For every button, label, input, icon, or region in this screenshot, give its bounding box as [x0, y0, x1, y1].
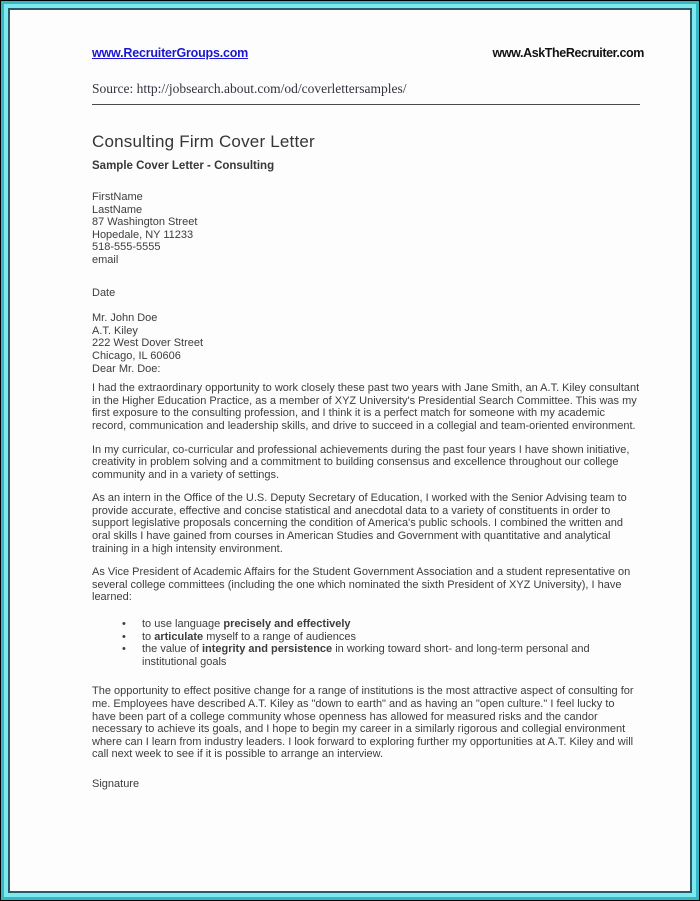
bullet-text: to articulate myself to a range of audiences	[142, 630, 357, 643]
bullet-icon: •	[122, 630, 126, 643]
document-page	[10, 10, 690, 891]
recipient-name: Mr. John Doe	[92, 312, 158, 325]
sender-city-state-zip: Hopedale, NY 11233	[92, 228, 194, 241]
border-band-light-cyan	[4, 4, 696, 897]
source-line: Source: http://jobsearch.about.com/od/coverlettersamples/	[92, 81, 407, 96]
page-subtitle: Sample Cover Letter - Consulting	[92, 160, 275, 172]
bullet-text: the value of integrity and persistence in working toward short- and long-term personal and institutional goals	[142, 643, 590, 668]
sender-first-name: FirstName	[92, 191, 143, 203]
bullet-item	[92, 631, 632, 644]
ask-the-recruiter-label: www.AskTheRecruiter.com	[492, 46, 644, 60]
bullet-text: to use language precisely and effectively	[142, 618, 351, 631]
date-label: Date	[92, 286, 116, 299]
bullet-list	[92, 618, 632, 668]
sender-last-name: LastName	[92, 203, 143, 216]
recipient-address-block	[92, 312, 640, 375]
sender-street: 87 Washington Street	[92, 216, 198, 229]
bullet-item	[92, 643, 632, 668]
sender-phone: 518-555-5555	[92, 241, 161, 254]
recruiter-groups-link[interactable]: www.RecruiterGroups.com	[92, 46, 249, 60]
closing-paragraph: The opportunity to effect positive change for a range of institutions is the most attractive aspect of consulting for me. Employees have described A.T. Kiley as "down to earth" and as having an "open culture." I feel lucky to have been part of a college community whose openness has allowed for measured risks and the candor necessary to achieve its goals, and I hope to begin my career in a similarly rigorous and collegial environment where can I learn from industry leaders. I look forward to exploring further my opportunities at A.T. Kiley and will call next week to see if it is possible to arrange an interview.	[92, 685, 634, 761]
recipient-street: 222 West Dover Street	[92, 337, 204, 350]
recipient-city-state-zip: Chicago, IL 60606	[92, 349, 181, 362]
border-band-dark	[8, 8, 692, 893]
sender-address-block	[92, 191, 640, 267]
divider-line	[92, 104, 640, 105]
sender-email: email	[92, 253, 119, 266]
bullet-icon: •	[122, 643, 126, 656]
paragraph-1: I had the extraordinary opportunity to work closely these past two years with Jane Smith, an A.T. Kiley consultant in the Higher Education Practice, as a member of XYZ University's Presidential Search Committee. This was my first exposure to the consulting profession, and I think it is a perfect match for someone with my academic record, communication and leadership skills, and drive to succeed in a collegial and team-oriented environment.	[92, 382, 640, 432]
paragraph-3: As an intern in the Office of the U.S. Deputy Secretary of Education, I worked with the Senior Advising team to provide accurate, effective and concise statistical and anecdotal data to a variety of constituents in order to support legislative proposals concerning the condition of America's public schools. I combined the written and oral skills I have gained from courses in American Studies and Government with quantitative and analytical training in a high intensity environment.	[92, 492, 627, 555]
salutation: Dear Mr. Doe:	[92, 362, 161, 375]
signature-label: Signature	[92, 777, 140, 790]
border-band-teal	[1, 1, 699, 900]
bullet-icon: •	[122, 618, 126, 631]
document-header	[92, 46, 644, 60]
recipient-company: A.T. Kiley	[92, 324, 138, 337]
paragraph-4: As Vice President of Academic Affairs for the Student Government Association and a student representative on several college committees (including the one which nominated the sixth President of XYZ University), I have learned:	[92, 566, 631, 604]
page-title: Consulting Firm Cover Letter	[92, 132, 315, 151]
bullet-item	[92, 618, 632, 631]
paragraph-2: In my curricular, co-curricular and professional achievements during the past four years I have shown initiative, creativity in problem solving and a commitment to building consensus and excellence throughout our college community and in a variety of settings.	[92, 443, 630, 481]
